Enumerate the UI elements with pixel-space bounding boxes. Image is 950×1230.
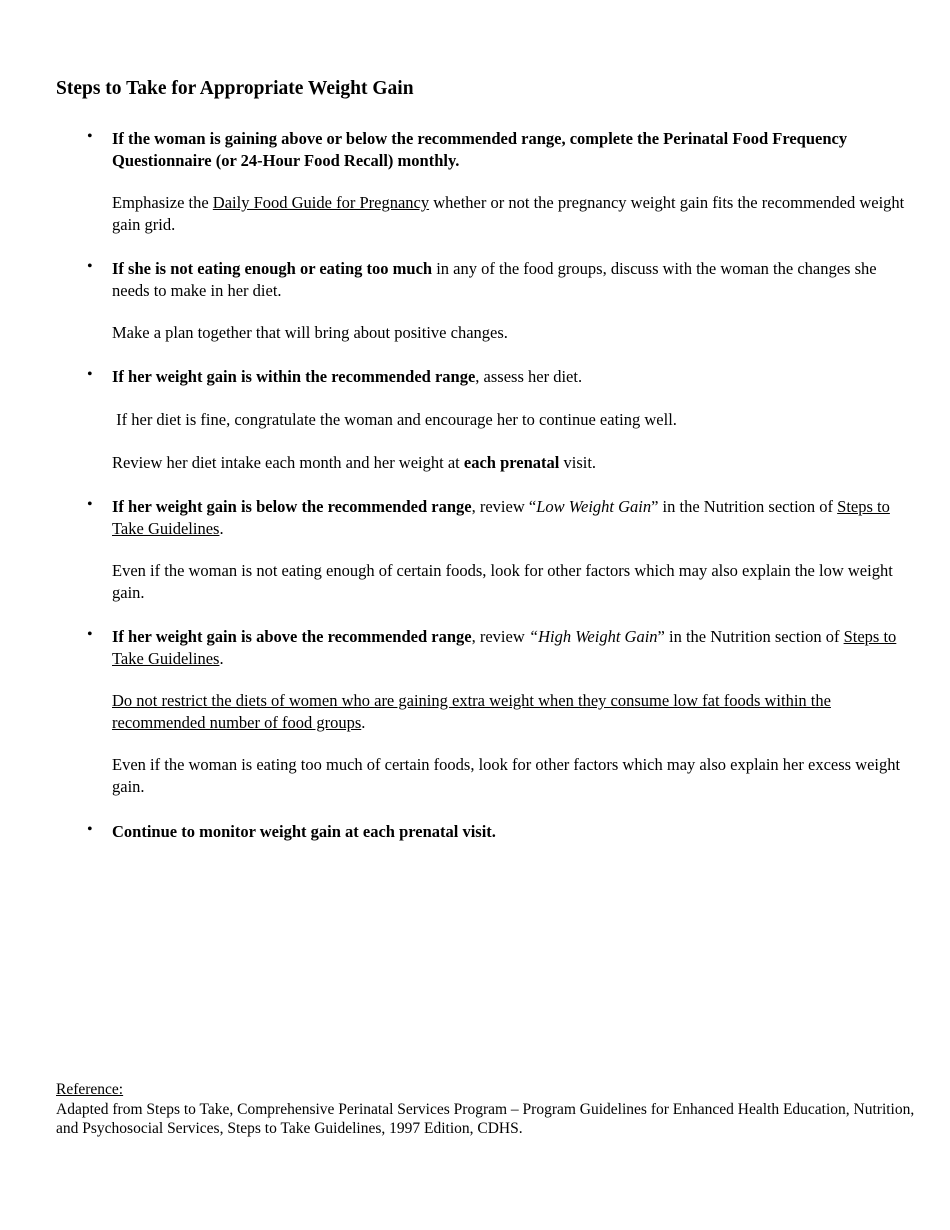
bullet-icon: • — [87, 128, 93, 145]
reference-label: Reference: — [56, 1081, 124, 1098]
bullet-icon: • — [87, 626, 93, 643]
paragraph-review-diet — [112, 452, 912, 474]
text: Review her diet intake each month and her weight at — [112, 453, 464, 472]
bullet-within-range — [112, 366, 912, 388]
text: , review — [471, 627, 529, 646]
bullet-not-eating-enough — [112, 258, 912, 302]
paragraph-congratulate: If her diet is fine, congratulate the woman and encourage her to continue eating well. — [112, 410, 677, 429]
bullet-continue-monitor — [112, 821, 912, 843]
reference-section — [56, 1080, 916, 1139]
paragraph-daily-food-guide — [112, 192, 912, 236]
bullet-icon: • — [87, 258, 93, 275]
text: in any of the food groups, discuss with the woman the changes she needs to make in her diet. — [112, 259, 877, 300]
paragraph-low-weight-factors: Even if the woman is not eating enough of certain foods, look for other factors which may also explain the low weight gain. — [112, 561, 893, 602]
bold-text: If her weight gain is below the recommended range — [112, 497, 472, 516]
steps-to-take-link[interactable]: Steps to Take Guidelines — [112, 497, 890, 538]
text: . — [361, 713, 366, 732]
bold-text: each prenatal — [463, 453, 560, 472]
bold-text: If the woman is gaining above or below the recommended range, complete the Perinatal Food Frequency Questionnaire (or 24-Hour Food Recall) monthly. — [112, 129, 848, 170]
bullet-above-range — [112, 626, 912, 670]
text: , review “ — [471, 497, 537, 516]
text: . — [219, 519, 224, 538]
text: Emphasize the — [112, 193, 213, 212]
bullet-below-range — [112, 496, 912, 540]
text: visit. — [559, 453, 597, 472]
paragraph-do-not-restrict — [112, 690, 852, 734]
bold-text: If her weight gain is within the recommended range — [112, 367, 476, 386]
bold-text: If her weight gain is above the recommended range — [112, 627, 472, 646]
page-title: Steps to Take for Appropriate Weight Gain — [56, 78, 414, 99]
daily-food-guide-link[interactable]: Daily Food Guide for Pregnancy — [212, 193, 430, 212]
bullet-icon: • — [87, 366, 93, 383]
reference-text: Adapted from Steps to Take, Comprehensive Perinatal Services Program – Program Guidelines for Enhanced Health Education, Nutrition, and Psychosocial Services, Steps to Take Guidelines, 1997 Edition, CDHS. — [56, 1100, 915, 1137]
text: whether or not the pregnancy weight gain fits the recommended weight gain grid. — [112, 193, 905, 234]
bullet-icon: • — [87, 821, 93, 838]
italic-text: “High Weight Gain — [528, 627, 658, 646]
bold-text: Continue to monitor weight gain at each prenatal visit. — [112, 822, 496, 841]
bold-text: If she is not eating enough or eating too much — [112, 259, 433, 278]
bullet-questionnaire — [112, 128, 912, 172]
text: . — [219, 649, 224, 668]
underlined-text: Do not restrict the diets of women who are gaining extra weight when they consume low fat foods within the recommended number of food groups — [112, 691, 831, 732]
italic-text: Low Weight Gain — [536, 497, 652, 516]
text: , assess her diet. — [475, 367, 583, 386]
paragraph-excess-weight-factors: Even if the woman is eating too much of certain foods, look for other factors which may also explain her excess weight gain. — [112, 755, 901, 796]
bullet-icon: • — [87, 496, 93, 513]
paragraph-plan: Make a plan together that will bring about positive changes. — [112, 323, 508, 342]
text: ” in the Nutrition section of — [651, 497, 838, 516]
steps-to-take-link[interactable]: Steps to Take Guidelines — [112, 627, 897, 668]
text: ” in the Nutrition section of — [657, 627, 844, 646]
